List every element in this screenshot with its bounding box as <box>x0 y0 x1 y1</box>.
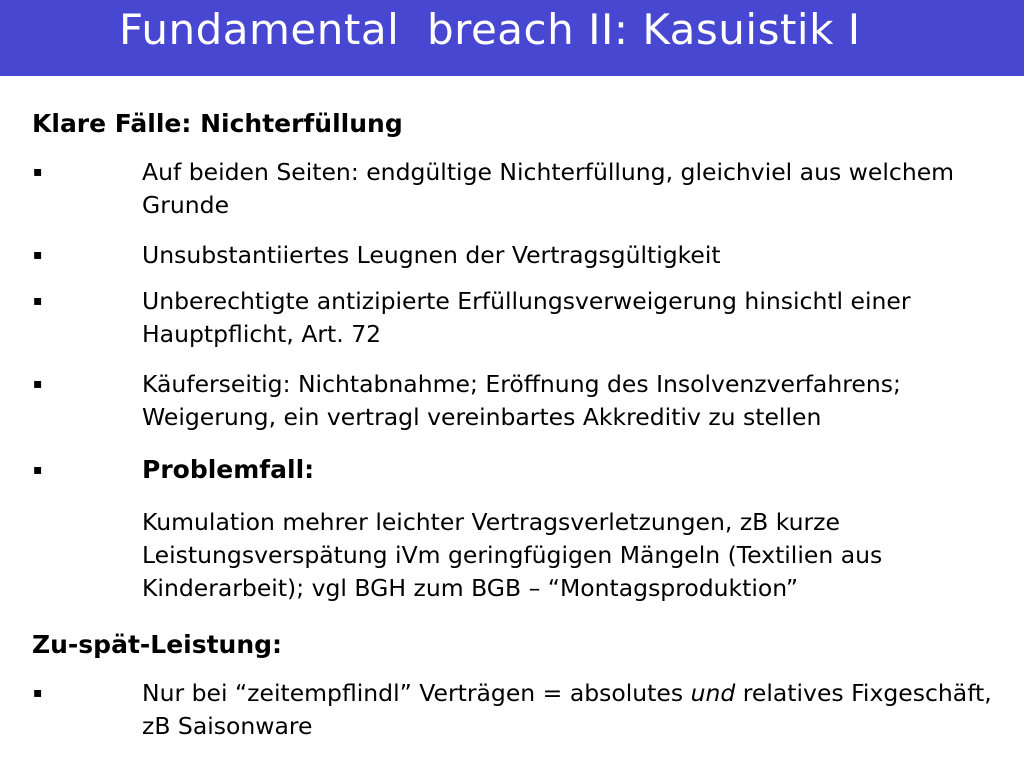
list-item: Käuferseitig: Nichtabnahme; Eröffnung des Insolvenzverfahrens; Weigerung, ein vertragl vereinbartes Akkreditiv zu stellen <box>142 370 901 431</box>
slide-title: Fundamental breach II: Kasuistik I <box>119 5 861 54</box>
list-item <box>142 677 1018 743</box>
problem-text: Kumulation mehrer leichter Vertragsverletzungen, zB kurze Leistungsverspätung iVm geringfügigen Mängeln (Textilien aus Kinderarbeit); vgl BGH zum BGB – “Montagsproduktion” <box>142 508 883 602</box>
bullet-icon: ▪ <box>33 685 43 701</box>
list-item: Auf beiden Seiten: endgültige Nichterfüllung, gleichviel aus welchem Grunde <box>142 158 955 219</box>
bullet-icon: ▪ <box>33 247 43 263</box>
bullet-icon: ▪ <box>33 376 43 392</box>
last-item-text-1: Nur bei “zeitempflindl” Verträgen = absolutes <box>142 679 691 707</box>
heading-klare-faelle: Klare Fälle: Nichterfüllung <box>32 109 403 138</box>
bullet-icon: ▪ <box>33 164 43 180</box>
list-item: Unberechtigte antizipierte Erfüllungsverweigerung hinsichtl einer Hauptpflicht, Art. 72 <box>142 287 911 348</box>
bullet-icon: ▪ <box>33 293 43 309</box>
bullet-icon: ▪ <box>33 462 43 478</box>
problem-label: Problemfall: <box>142 455 315 484</box>
list-item: Unsubstantiiertes Leugnen der Vertragsgültigkeit <box>142 241 721 269</box>
heading-zu-spaet: Zu-spät-Leistung: <box>32 630 283 659</box>
last-item-text-2: relatives Fixgeschäft, zB Saisonware <box>142 679 992 740</box>
last-item-emphasis: und <box>690 679 736 707</box>
